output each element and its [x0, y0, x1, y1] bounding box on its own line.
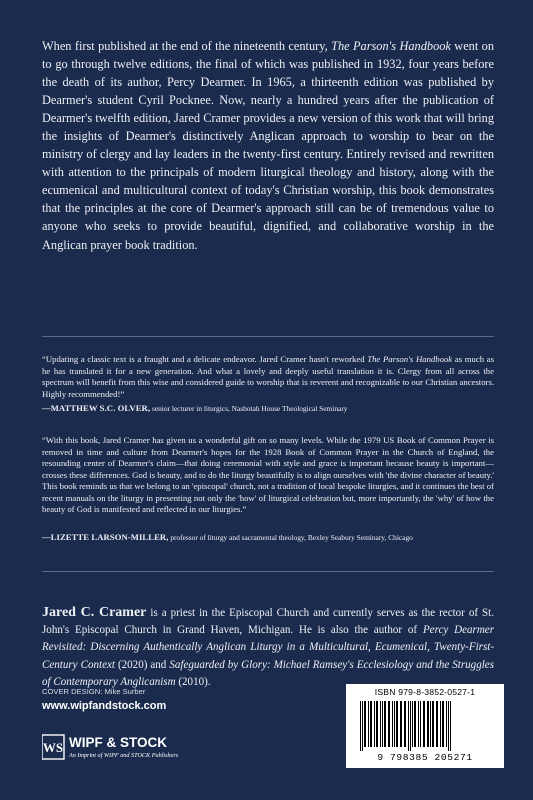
barcode-bar: [368, 701, 369, 747]
endorsement-quote-1: [42, 354, 494, 400]
barcode-bars: [358, 701, 498, 751]
barcode-bar: [408, 701, 409, 751]
barcode-bar: [418, 701, 419, 747]
endorser-name-2: —LIZETTE LARSON-MILLER,: [42, 532, 169, 542]
publisher-logo: [42, 734, 272, 760]
barcode-bar: [448, 701, 449, 751]
section-divider-top: [42, 336, 494, 337]
barcode-bar: [400, 701, 402, 747]
publisher-website[interactable]: www.wipfandstock.com: [42, 700, 167, 712]
barcode-bar: [427, 701, 429, 747]
barcode-bar: [414, 701, 416, 747]
barcode-bar: [420, 701, 421, 747]
blurb-book-title: The Parson's Handbook: [331, 39, 451, 53]
barcode-bar: [364, 701, 366, 747]
isbn-label: ISBN 979-8-3852-0527-1: [374, 687, 476, 697]
endorsement-1-book-title: The Parson's Handbook: [367, 354, 453, 364]
author-bio-text-2: (2020) and: [114, 658, 170, 671]
barcode-bar: [412, 701, 413, 747]
author-book-1: Percy Dearmer Revisited: Discerning Authentically Anglican Liturgy in a Multicultural, Ecumenical, Twenty-First-Century Context: [42, 624, 495, 671]
endorsement-attribution-2: [42, 532, 502, 543]
barcode-bar: [440, 701, 441, 747]
publisher-name: WIPF & STOCK: [69, 735, 168, 750]
barcode-bar: [360, 701, 361, 751]
author-name: Jared C. Cramer: [42, 605, 147, 620]
barcode-bar: [394, 701, 395, 747]
barcode-bar: [382, 701, 383, 747]
barcode-bar: [376, 701, 378, 747]
back-cover-blurb: [42, 37, 494, 254]
barcode-bar: [374, 701, 375, 747]
barcode-bar: [430, 701, 431, 747]
endorsement-2-text: “With this book, Jared Cramer has given us a wonderful gift on so many levels. While the 1979 US Book of Common Prayer is removed in time and culture from Dearmer's hopes for the 1928 Book of Common Prayer in the Church of England, the resounding center of Dearmer's claim—that doing ceremonial with style and grace is important because beauty is important—crosses these differences. God is beauty, and to do the liturgy beautifully is to align ourselves with 'the divine character of beauty.' This book reminds us that we belong to an 'episcopal' church, not a tradition of local bespoke liturgies, and it continues the best of recent manuals on the liturgy in presenting not only the 'how' of liturgical celebration but, more importantly, the 'why' of how the beauty of God is manifested and reflected in our liturgies.”: [42, 435, 494, 514]
endorsement-1-text-rest: as much as he has translated it for a new generation. And what a lovely and deeply useful translation it is. Clergy from all across the spectrum will benefit from this wise and considered guide to worship that is reverent and recognizable to our Christian ancestors. Highly recommended!”: [42, 354, 494, 399]
endorsement-quote-2: [42, 435, 494, 516]
barcode-bar: [384, 701, 386, 747]
blurb-text-start: When first published at the end of the nineteenth century,: [42, 39, 332, 53]
barcode-bar: [436, 701, 438, 747]
isbn-barcode: [346, 684, 504, 768]
barcode-bar: [380, 701, 381, 747]
barcode-bar: [404, 701, 406, 747]
barcode-bar: [450, 701, 451, 751]
barcode-digits: 9 798385 205271: [377, 752, 473, 763]
blurb-text-rest: went on to go through twelve editions, the final of which was published in 1932, four years before the death of its author, Percy Dearmer. In 1965, a thirteenth edition was published by Dearmer's student Cyril Pocknee. Now, nearly a hundred years after the publication of Dearmer's twelfth edition, Jared Cramer provides a new version of this work that will bring the insights of Dearmer's distinctively Anglican approach to worship to bear on the ministry of clergy and lay leaders in the twenty-first century. Entirely revised and rewritten with attention to the principals of modern liturgical theology and history, along with the ecumenical and multicultural context of today's Christian worship, this book demonstrates that the principles at the core of Dearmer's approach still can be of tremendous value to anyone who seeks to provide beautiful, dignified, and collaborative worship in the Anglican prayer book tradition.: [42, 39, 494, 252]
barcode-bar: [362, 701, 363, 751]
barcode-bar: [432, 701, 434, 747]
author-bio: [42, 604, 494, 691]
author-bio-text-3: (2010).: [175, 675, 211, 688]
author-book-2: Safeguarded by Glory: Michael Ramsey's Ecclesiology and the Struggles of Contemporary Anglicanism: [42, 658, 494, 688]
barcode-bar: [410, 701, 411, 751]
barcode-bar: [396, 701, 398, 747]
barcode-bar: [392, 701, 393, 747]
logo-mark: WS: [42, 740, 64, 755]
cover-design-credit: COVER DESIGN: Mike Surber: [42, 687, 146, 696]
barcode-bar: [442, 701, 444, 747]
barcode-bar: [423, 701, 425, 747]
endorsement-attribution-1: [42, 403, 502, 414]
barcode-bar: [388, 701, 390, 747]
endorser-role-2: professor of liturgy and sacramental theology, Bexley Seabury Seminary, Chicago: [168, 533, 413, 542]
endorser-name-1: —MATTHEW S.C. OLVER,: [42, 403, 151, 413]
publisher-imprint: An Imprint of WIPF and STOCK Publishers: [69, 752, 179, 759]
endorsement-1-text-start: “Updating a classic text is a fraught and a delicate endeavor. Jared Cramer hasn't reworked: [42, 354, 368, 364]
endorser-role-1: senior lecturer in liturgics, Nashotah House Theological Seminary: [150, 404, 348, 413]
barcode-bar: [370, 701, 372, 747]
section-divider-bottom: [42, 571, 494, 572]
barcode-bar: [446, 701, 447, 747]
author-bio-text-1: is a priest in the Episcopal Church and currently serves as the rector of St. John's Episcopal Church in Grand Haven, Michigan. He is also the author of: [42, 607, 494, 637]
